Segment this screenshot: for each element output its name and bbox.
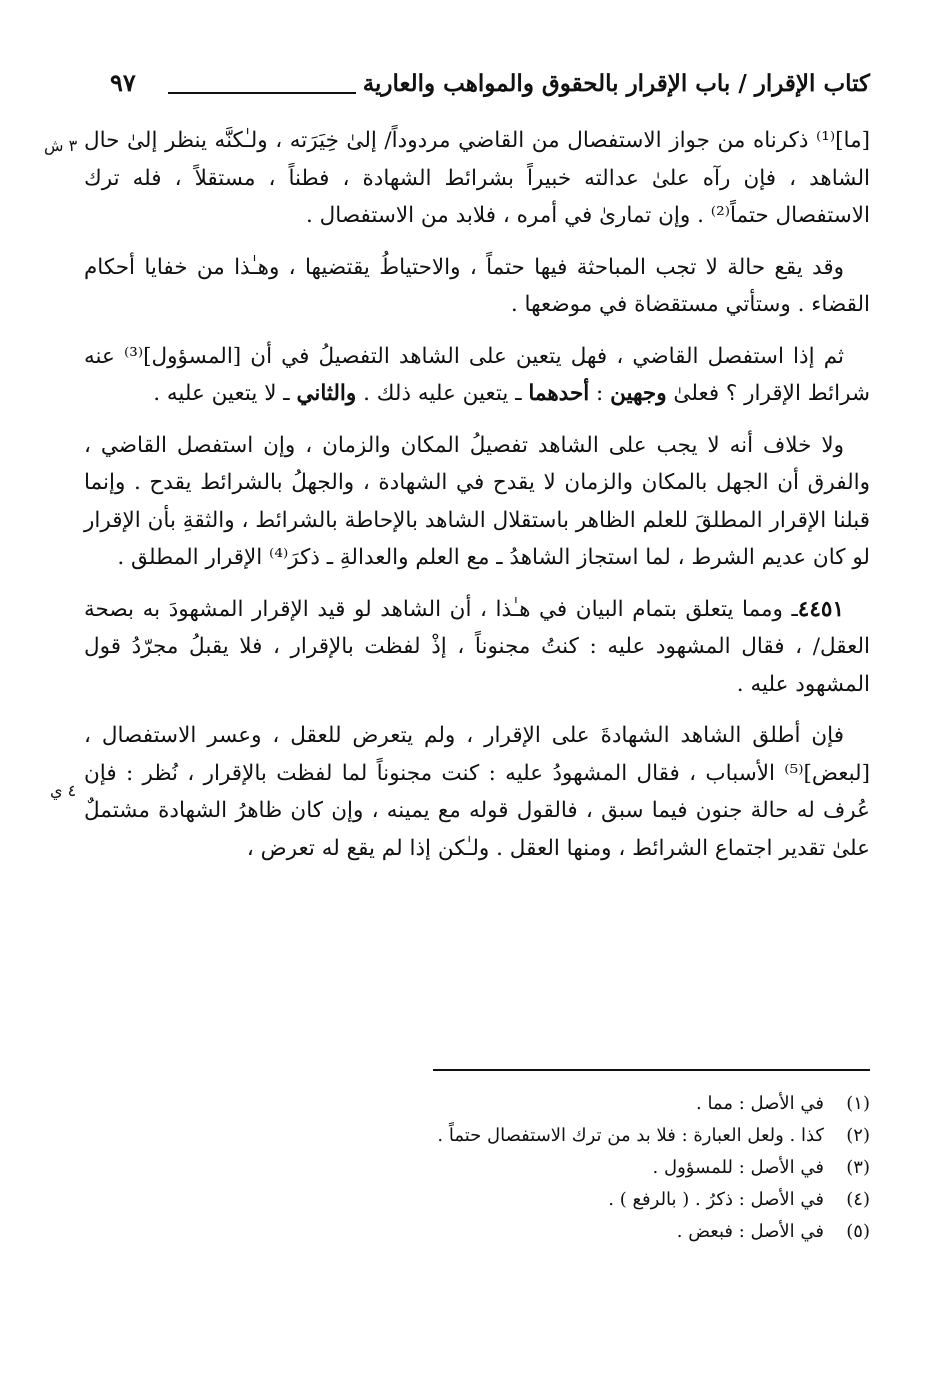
paragraph-3-text-e: ـ يتعين عليه ذلك . — [356, 381, 529, 406]
footnote-number: (٣) — [846, 1157, 870, 1178]
paragraph-3-bold-f: والثاني — [296, 381, 357, 406]
footnote-item — [370, 1152, 870, 1184]
header-rule — [168, 92, 356, 94]
footnote-number: (٢) — [846, 1125, 870, 1146]
paragraph-2: وقد يقع حالة لا تجب المباحثة فيها حتماً ، والاحتياطُ يقتضيها ، وهـٰذا من خفايا أحكام القضاء . وستأتي مستقضاة في موضعها . — [84, 254, 870, 317]
paragraph-3-bold-b: وجهين — [610, 381, 667, 406]
paragraph-5 — [84, 591, 870, 704]
footnote-number: (٤) — [846, 1189, 870, 1210]
footnote-item — [370, 1184, 870, 1216]
main-text — [84, 122, 870, 881]
paragraph-5-text: ـ ومما يتعلق بتمام البيان في هـٰذا ، أن الشاهد لو قيد الإقرار المشهودَ به بصحة العقل/ ، فقال المشهود عليه : كنتُ مجنوناً ، إذْ لفظت بالإقرار ، فلا يقبلُ مجرّدُ قول المشهود عليه . — [84, 596, 870, 697]
margin-note-1: ٣ ش — [44, 136, 78, 155]
paragraph-3-bold-d: أحدهما — [528, 381, 590, 406]
footnote-text: في الأصل : للمسؤول . — [652, 1157, 824, 1178]
footnote-item — [370, 1216, 870, 1248]
footnote-text: كذا . ولعل العبارة : فلا بد من ترك الاستفصال حتماً . — [437, 1125, 824, 1146]
margin-note-2: ٤ ي — [50, 781, 77, 800]
footnote-text: في الأصل : مما . — [696, 1093, 824, 1114]
footnote-number: (٥) — [846, 1221, 870, 1242]
footnote-number: (١) — [846, 1093, 870, 1114]
paragraph-1: [ما]⁽¹⁾ ذكرناه من جواز الاستفصال من القاضي مردوداً/ إلىٰ خِيَرَته ، ولـٰكنَّه ينظر إلىٰ حال الشاهد ، فإن رآه علىٰ عدالته خبيراً بشرائط الشهادة ، فطناً ، مستقلاً ، فله ترك الاستفصال حتماً⁽²⁾ . وإن تمارىٰ في أمره ، فلابد من الاستفصال . — [84, 128, 870, 228]
footnote-item — [370, 1088, 870, 1120]
running-header — [110, 66, 870, 110]
paragraph-3 — [84, 338, 870, 413]
footnotes — [370, 1088, 870, 1248]
paragraph-3-text-a: ثم إذا استفصل القاضي ، فهل يتعين على الشاهد التفصيلُ في أن [المسؤول]⁽³⁾ عنه شرائط الإقرار ؟ فعلىٰ — [84, 343, 870, 406]
paragraph-4: ولا خلاف أنه لا يجب على الشاهد تفصيلُ المكان والزمان ، وإن استفصل القاضي ، والفرق أن الجهل بالمكان والزمان لا يقدح في الشهادة ، والجهلُ بالشرائط يقدح . وإنما قبلنا الإقرار المطلقَ للعلم الظاهر باستقلال الشاهد بالإحاطة بالشرائط ، والثقةِ بأن الإقرار لو كان عديم الشرط ، لما استجاز الشاهدُ ـ مع العلم والعدالةِ ـ ذكرَ⁽⁴⁾ الإقرار المطلق . — [84, 432, 870, 570]
paragraph-6: فإن أطلق الشاهد الشهادةَ على الإقرار ، ولم يتعرض للعقل ، وعسر الاستفصال ، [لبعض]⁽⁵⁾ الأسباب ، فقال المشهودُ عليه : كنت مجنوناً لما لفظت بالإقرار ، نُظر : فإن عُرف له حالة جنون فيما سبق ، فالقول قوله مع يمينه ، وإن كان ظاهرُ الشهادة مشتملٌ علىٰ تقدير اجتماع الشرائط ، ومنها العقل . ولـٰكن إذا لم يقع له تعرض ، — [84, 723, 870, 861]
header-title: كتاب الإقرار / باب الإقرار بالحقوق والمواهب والعارية — [362, 70, 870, 97]
page-number: ٩٧ — [110, 68, 136, 97]
footnote-item — [370, 1120, 870, 1152]
footnote-text: في الأصل : ذكرُ . ( بالرفع ) . — [608, 1189, 824, 1210]
footnote-separator — [433, 1069, 870, 1071]
footnote-text: في الأصل : فبعض . — [676, 1221, 824, 1242]
paragraph-5-number: ٤٤٥١ — [797, 596, 844, 622]
paragraph-3-text-c: : — [589, 381, 611, 406]
paragraph-3-text-g: ـ لا يتعين عليه . — [153, 381, 297, 406]
